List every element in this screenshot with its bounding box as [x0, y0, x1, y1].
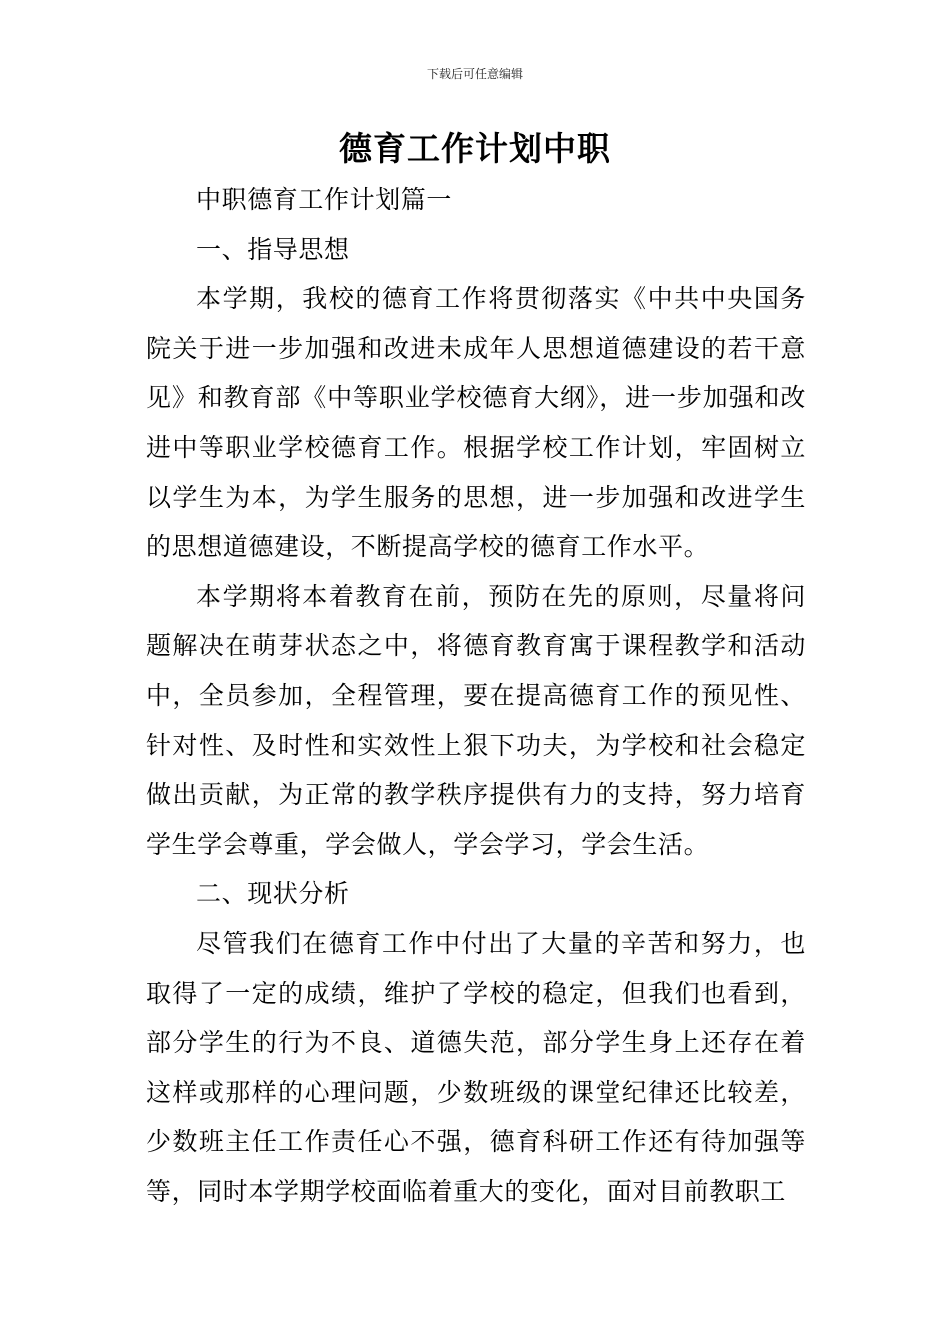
header-note: 下载后可任意编辑	[426, 67, 523, 81]
subsection-heading: 一、指导思想	[196, 234, 350, 264]
subsection-heading: 二、现状分析	[196, 879, 350, 909]
body-paragraph: 本学期，我校的德育工作将贯彻落实《中共中央国务院关于进一步加强和改进未成年人思想道德建设的若干意见》和教育部《中等职业学校德育大纲》，进一步加强和改进中等职业学校德育工作。根据学校工作计划，牢固树立以学生为本，为学生服务的思想，进一步加强和改进学生的思想道德建设，不断提高学校的德育工作水平。	[146, 284, 806, 562]
section-heading: 中职德育工作计划篇一	[196, 185, 453, 214]
document-title: 德育工作计划中职	[339, 129, 611, 168]
document-body	[146, 175, 806, 1216]
body-paragraph: 尽管我们在德育工作中付出了大量的辛苦和努力，也取得了一定的成绩，维护了学校的稳定，但我们也看到，部分学生的行为不良、道德失范，部分学生身上还存在着这样或那样的心理问题，少数班级的课堂纪律还比较差，少数班主任工作责任心不强，德育科研工作还有待加强等等，同时本学期学校面临着重大的变化，面对目前教职工	[146, 928, 806, 1206]
body-paragraph: 本学期将本着教育在前，预防在先的原则，尽量将问题解决在萌芽状态之中，将德育教育寓于课程教学和活动中，全员参加，全程管理，要在提高德育工作的预见性、针对性、及时性和实效性上狠下功夫，为学校和社会稳定做出贡献，为正常的教学秩序提供有力的支持，努力培育学生学会尊重，学会做人，学会学习，学会生活。	[146, 581, 806, 859]
